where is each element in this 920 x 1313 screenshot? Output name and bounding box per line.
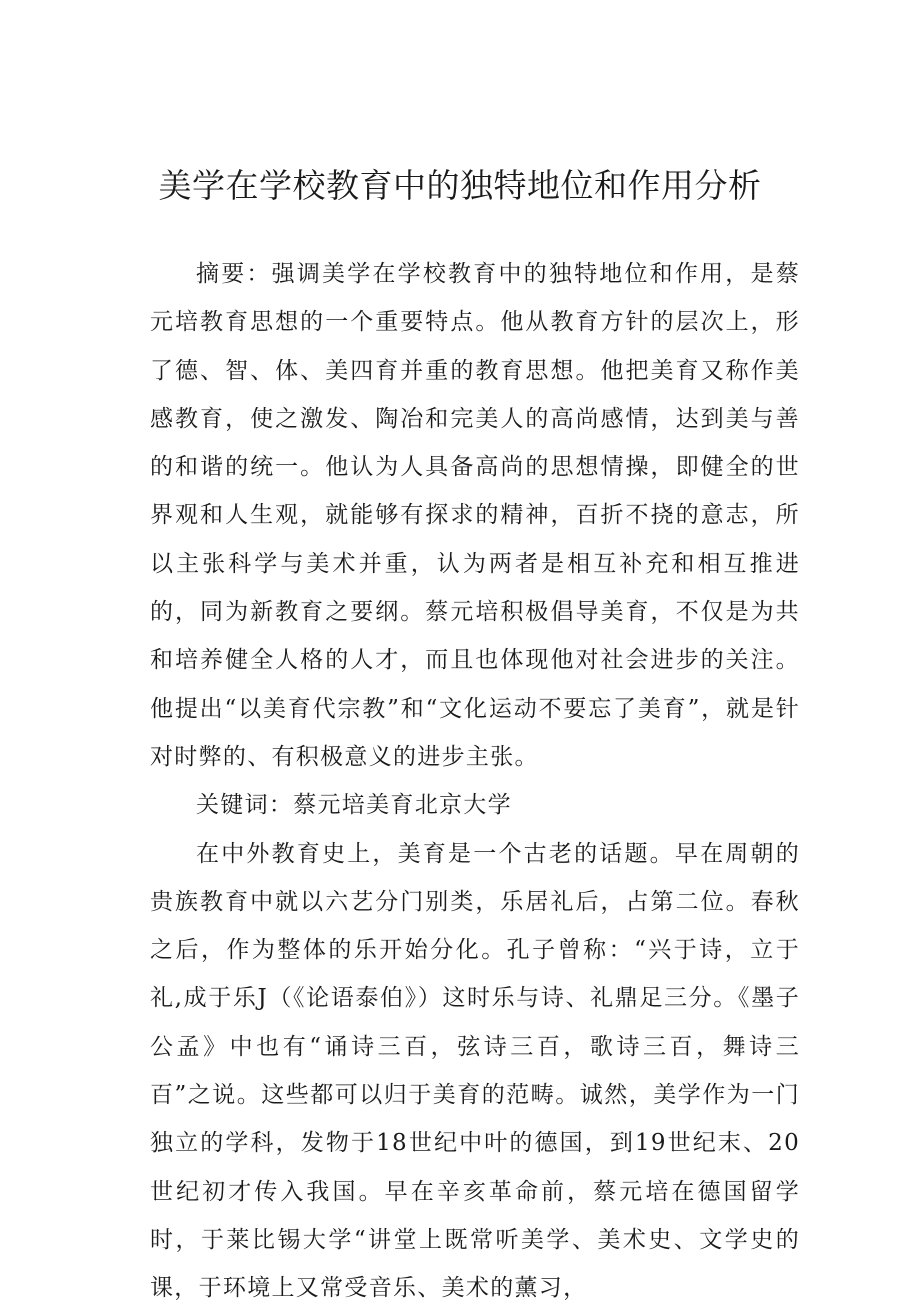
keywords-paragraph: 关键词：蔡元培美育北京大学 (196, 792, 512, 819)
document-body (150, 250, 800, 1313)
body-paragraph: 在中外教育史上，美育是一个古老的话题。早在周朝的贵族教育中就以六艺分门别类，乐居礼后，占第二位。春秋之后，作为整体的乐开始分化。孔子曾称：“兴于诗，立于礼,成于乐J（《论语泰伯》）这时乐与诗、礼鼎足三分。《墨子公孟》中也有“诵诗三百，弦诗三百，歌诗三百，舞诗三百”之说。这些都可以归于美育的范畴。诚然，美学作为一门独立的学科，发物于18世纪中叶的德国，到19世纪末、20世纪初才传入我国。早在辛亥革命前，蔡元培在德国留学时，于莱比锡大学“讲堂上既常听美学、美术史、文学史的课，于环境上又常受音乐、美术的薰习， (150, 840, 800, 1302)
document-title: 美学在学校教育中的独特地位和作用分析 (158, 166, 762, 205)
abstract-paragraph: 摘要：强调美学在学校教育中的独特地位和作用，是蔡元培教育思想的一个重要特点。他从教育方针的层次上，形了德、智、体、美四育并重的教育思想。他把美育又称作美感教育，使之激发、陶冶和完美人的高尚感情，达到美与善的和谐的统一。他认为人具备高尚的思想情操，即健全的世界观和人生观，就能够有探求的精神，百折不挠的意志，所以主张科学与美术并重，认为两者是相互补充和相互推进的，同为新教育之要纲。蔡元培积极倡导美育，不仅是为共和培养健全人格的人才，而且也体现他对社会进步的关注。他提出“以美育代宗教”和“文化运动不要忘了美育”，就是针对时弊的、有积极意义的进步主张。 (150, 261, 800, 770)
